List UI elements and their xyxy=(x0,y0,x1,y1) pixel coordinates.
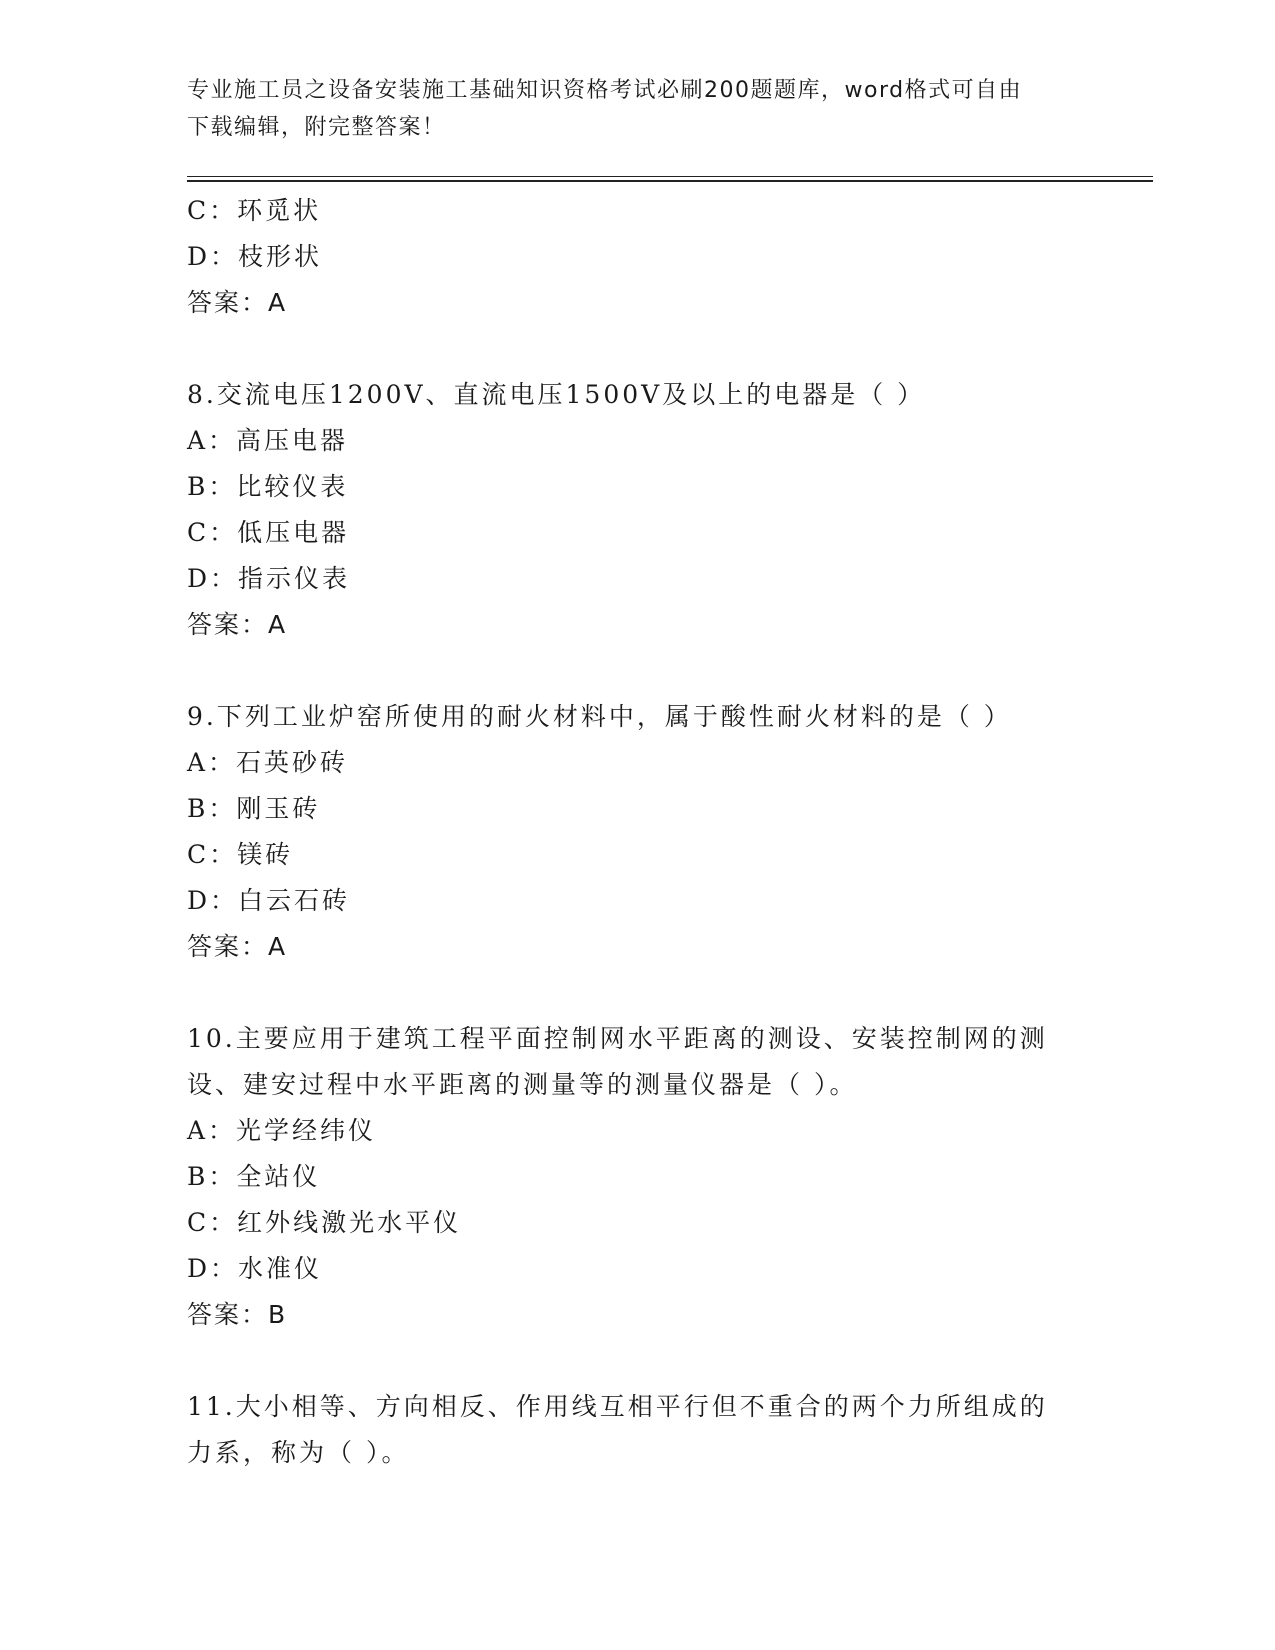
option-b: B：刚玉砖 xyxy=(187,794,321,823)
option-d: D：水准仪 xyxy=(187,1254,323,1283)
option-c: C：环觅状 xyxy=(187,196,322,225)
option-a: A：石英砂砖 xyxy=(187,748,349,777)
option-a: A：高压电器 xyxy=(187,426,349,455)
header-rule-thin xyxy=(187,176,1153,177)
answer-line: 答案：A xyxy=(187,610,288,639)
option-c: C：红外线激光水平仪 xyxy=(187,1208,462,1237)
question-11 xyxy=(187,1384,1087,1476)
option-c: C：镁砖 xyxy=(187,840,294,869)
question-text-line-1: 11.大小相等、方向相反、作用线互相平行但不重合的两个力所组成的 xyxy=(187,1392,1048,1421)
option-b: B：比较仪表 xyxy=(187,472,349,501)
option-c: C：低压电器 xyxy=(187,518,350,547)
question-text-line-2: 力系，称为（ ）。 xyxy=(187,1438,410,1467)
spacer xyxy=(187,326,1087,372)
answer-line: 答案：A xyxy=(187,288,288,317)
question-10 xyxy=(187,1016,1087,1338)
question-8 xyxy=(187,372,1087,648)
answer-line: 答案：A xyxy=(187,932,288,961)
header-line-2: 下载编辑，附完整答案！ xyxy=(187,115,446,140)
option-a: A：光学经纬仪 xyxy=(187,1116,377,1145)
spacer xyxy=(187,970,1087,1016)
spacer xyxy=(187,648,1087,694)
option-d: D：白云石砖 xyxy=(187,886,351,915)
question-text: 9.下列工业炉窑所使用的耐火材料中，属于酸性耐火材料的是（ ） xyxy=(187,702,1012,731)
question-7-continued xyxy=(187,188,1087,326)
option-d: D：指示仪表 xyxy=(187,564,351,593)
answer-line: 答案：B xyxy=(187,1300,288,1329)
header-line-1: 专业施工员之设备安装施工基础知识资格考试必刷200题题库，word格式可自由 xyxy=(187,78,1023,103)
question-list xyxy=(187,188,1087,1476)
option-b: B：全站仪 xyxy=(187,1162,321,1191)
spacer xyxy=(187,1338,1087,1384)
header-rule-thick xyxy=(187,180,1153,182)
option-d: D：枝形状 xyxy=(187,242,323,271)
question-text: 8.交流电压1200V、直流电压1500V及以上的电器是（ ） xyxy=(187,380,926,409)
question-9 xyxy=(187,694,1087,970)
document-header xyxy=(187,72,1087,146)
question-text-line-1: 10.主要应用于建筑工程平面控制网水平距离的测设、安装控制网的测 xyxy=(187,1024,1048,1053)
question-text-line-2: 设、建安过程中水平距离的测量等的测量仪器是（ ）。 xyxy=(187,1070,858,1099)
